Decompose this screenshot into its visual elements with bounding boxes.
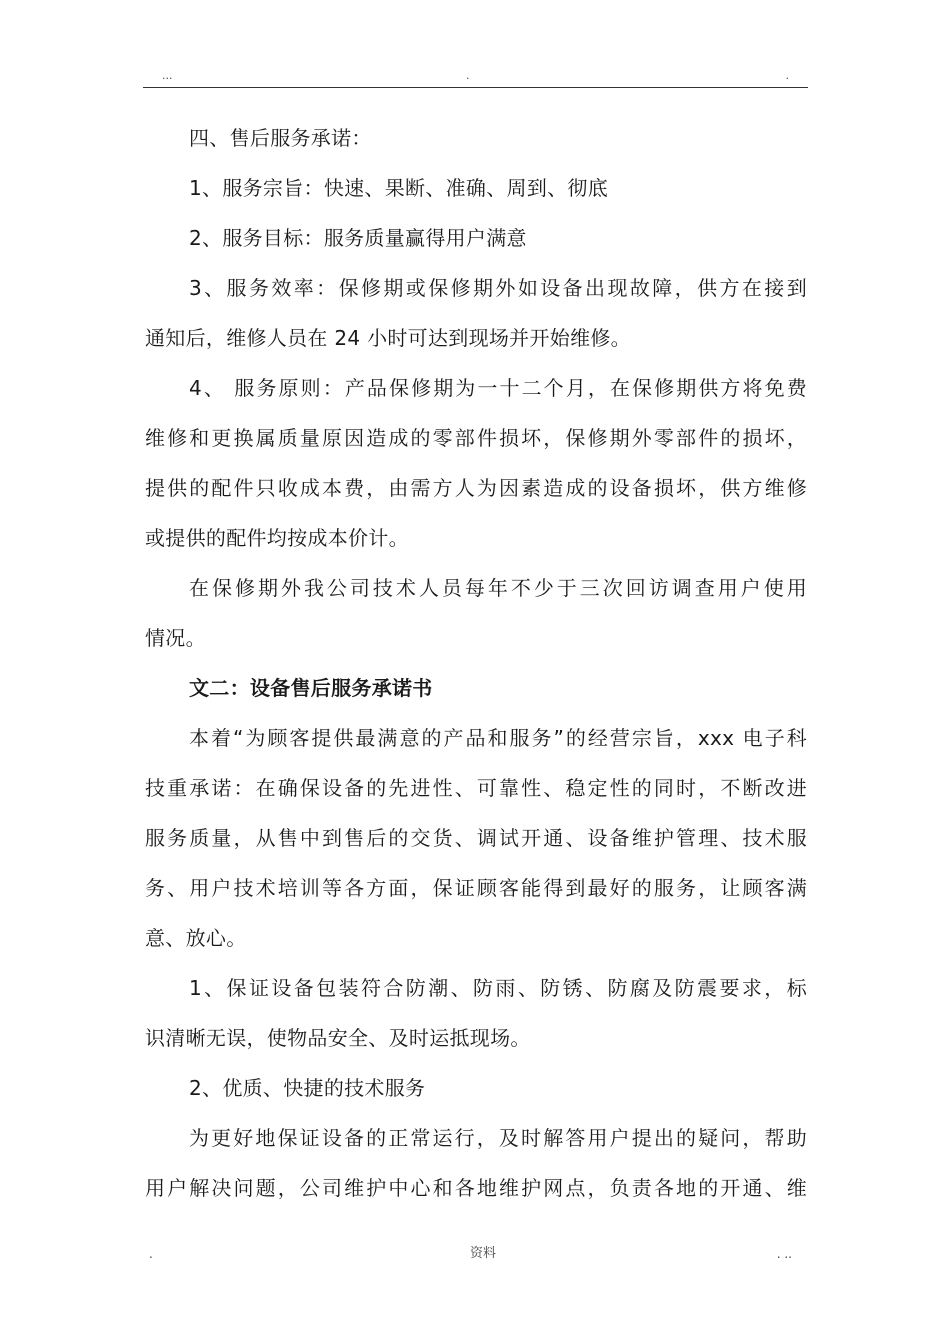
text-line: 4、 服务原则：产品保修期为一十二个月，在保修期供方将免费 xyxy=(189,376,807,400)
text-line: 意、放心。 xyxy=(145,926,247,950)
footer-label: 资料 xyxy=(470,1246,497,1261)
text-line: 情况。 xyxy=(145,626,206,650)
header-center-mark: . xyxy=(466,69,470,82)
text-line: 服务质量，从售中到售后的交货、调试开通、设备维护管理、技术服 xyxy=(145,826,807,850)
page-footer xyxy=(143,1244,808,1266)
section-heading-after-sales: 四、售后服务承诺： xyxy=(189,126,372,150)
text-line: 2、服务目标：服务质量赢得用户满意 xyxy=(189,226,527,250)
header-rule xyxy=(143,87,808,88)
header-left-mark: ... xyxy=(162,69,173,82)
document-body xyxy=(145,113,807,1213)
text-line: 3、服务效率：保修期或保修期外如设备出现故障，供方在接到 xyxy=(189,276,807,300)
text-line: 1、服务宗旨：快速、果断、准确、周到、彻底 xyxy=(189,176,609,200)
text-line: 2、优质、快捷的技术服务 xyxy=(189,1076,426,1100)
text-line: 识清晰无误，使物品安全、及时运抵现场。 xyxy=(145,1026,531,1050)
text-line: 通知后，维修人员在 24 小时可达到现场并开始维修。 xyxy=(145,326,631,350)
text-line: 在保修期外我公司技术人员每年不少于三次回访调查用户使用 xyxy=(189,576,807,600)
text-line: 本着“为顾客提供最满意的产品和服务”的经营宗旨，xxx 电子科 xyxy=(189,726,807,750)
section-heading-commitment-letter: 文二：设备售后服务承诺书 xyxy=(189,676,433,700)
footer-right-mark: . .. xyxy=(776,1247,792,1261)
footer-left-mark: . xyxy=(149,1247,153,1261)
header-right-mark: . xyxy=(785,69,789,82)
text-line: 务、用户技术培训等各方面，保证顾客能得到最好的服务，让顾客满 xyxy=(145,876,807,900)
text-line: 维修和更换属质量原因造成的零部件损坏，保修期外零部件的损坏， xyxy=(145,426,807,450)
text-line: 技重承诺：在确保设备的先进性、可靠性、稳定性的同时，不断改进 xyxy=(145,776,807,800)
text-line: 用户解决问题，公司维护中心和各地维护网点，负责各地的开通、维 xyxy=(145,1176,807,1200)
text-line: 为更好地保证设备的正常运行，及时解答用户提出的疑问，帮助 xyxy=(189,1126,807,1150)
text-line: 提供的配件只收成本费，由需方人为因素造成的设备损坏，供方维修 xyxy=(145,476,807,500)
page-header xyxy=(143,62,808,88)
text-line: 或提供的配件均按成本价计。 xyxy=(145,526,409,550)
text-line: 1、保证设备包装符合防潮、防雨、防锈、防腐及防震要求，标 xyxy=(189,976,807,1000)
